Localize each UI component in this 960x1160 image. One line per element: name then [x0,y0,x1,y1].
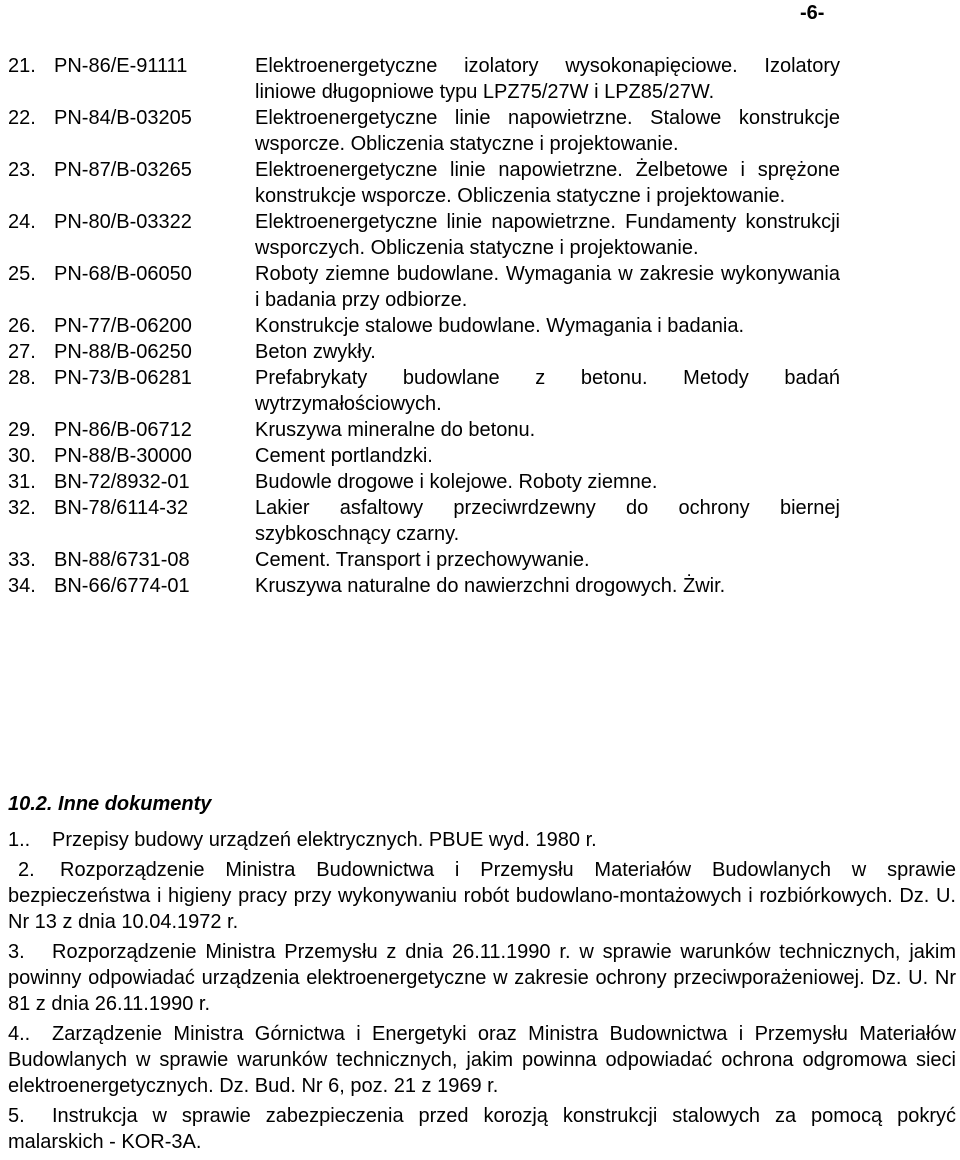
norm-code: PN-73/B-06281 [54,367,192,389]
norms-list [8,53,840,599]
norm-item [8,339,840,365]
norm-item [8,469,840,495]
norm-code: BN-72/8932-01 [54,471,190,493]
norm-item [8,417,840,443]
norm-number: 26. [8,315,36,337]
norm-item [8,495,840,547]
norm-description: Prefabrykaty budowlane z betonu. Metody badań wytrzymałościowych. [255,367,840,415]
document-item [8,827,956,853]
norm-description: Konstrukcje stalowe budowlane. Wymagania i badania. [255,315,744,337]
norm-number: 32. [8,497,36,519]
page-number: -6- [800,2,825,24]
norm-description: Roboty ziemne budowlane. Wymagania w zakresie wykonywania i badania przy odbiorze. [255,263,840,311]
documents-list [8,827,956,1159]
norm-number: 23. [8,159,36,181]
document-number: 3. [8,941,25,963]
norm-description: Elektroenergetyczne linie napowietrzne. Stalowe konstrukcje wsporcze. Obliczenia statyczne i projektowanie. [255,107,840,155]
norm-item [8,157,840,209]
norm-description: Elektroenergetyczne izolatory wysokonapięciowe. Izolatory liniowe długopniowe typu LPZ75/27W i LPZ85/27W. [255,55,840,103]
document-number: 4.. [8,1023,31,1045]
norm-description: Lakier asfaltowy przeciwrdzewny do ochrony biernej szybkoschnący czarny. [255,497,840,545]
norm-code: PN-84/B-03205 [54,107,192,129]
document-item [8,1021,956,1099]
norm-description: Beton zwykły. [255,341,376,363]
section-title: 10.2. Inne dokumenty [8,793,212,815]
norm-number: 29. [8,419,36,441]
norm-description: Cement. Transport i przechowywanie. [255,549,590,571]
norm-code: PN-68/B-06050 [54,263,192,285]
norm-code: PN-80/B-03322 [54,211,192,233]
norm-code: PN-86/E-91111 [54,55,188,77]
document-text: Przepisy budowy urządzeń elektrycznych. PBUE wyd. 1980 r. [52,829,597,851]
norm-number: 27. [8,341,36,363]
document-item [8,1103,956,1155]
norm-description: Cement portlandzki. [255,445,433,467]
norm-item [8,365,840,417]
norm-description: Elektroenergetyczne linie napowietrzne. Żelbetowe i sprężone konstrukcje wsporcze. Obliczenia statyczne i projektowanie. [255,159,840,207]
norm-code: PN-88/B-06250 [54,341,192,363]
norm-number: 22. [8,107,36,129]
norm-number: 24. [8,211,36,233]
norm-code: BN-78/6114-32 [54,497,189,519]
norm-code: PN-86/B-06712 [54,419,192,441]
norm-description: Budowle drogowe i kolejowe. Roboty ziemne. [255,471,658,493]
document-number: 1.. [8,829,31,851]
norm-item [8,105,840,157]
norm-item [8,547,840,573]
document-number: 5. [8,1105,25,1127]
norm-code: PN-88/B-30000 [54,445,192,467]
norm-description: Kruszywa naturalne do nawierzchni drogowych. Żwir. [255,575,726,597]
norm-number: 31. [8,471,36,493]
norm-item [8,261,840,313]
document-text: Zarządzenie Ministra Górnictwa i Energetyki oraz Ministra Budownictwa i Przemysłu Materiałów Budowlanych w sprawie warunków technicznych, jakim powinna odpowiadać ochrona odgromowa sieci elektroenergetycznych. Dz. Bud. Nr 6, poz. 21 z 1969 r. [8,1023,956,1097]
document-text: Rozporządzenie Ministra Przemysłu z dnia 26.11.1990 r. w sprawie warunków technicznych, jakim powinny odpowiadać urządzenia elektroenergetyczne w zakresie ochrony przeciwporażeniowej. Dz. U. Nr 81 z dnia 26.11.1990 r. [8,941,956,1015]
norm-number: 25. [8,263,36,285]
norm-item [8,443,840,469]
norm-code: BN-88/6731-08 [54,549,190,571]
norm-code: PN-87/B-03265 [54,159,192,181]
document-item [8,939,956,1017]
norm-item [8,53,840,105]
norm-description: Kruszywa mineralne do betonu. [255,419,536,441]
document-text: Instrukcja w sprawie zabezpieczenia przed korozją konstrukcji stalowych za pomocą pokryć malarskich - KOR-3A. [8,1105,956,1153]
norm-description: Elektroenergetyczne linie napowietrzne. Fundamenty konstrukcji wsporczych. Obliczenia statyczne i projektowanie. [255,211,840,259]
norm-code: PN-77/B-06200 [54,315,192,337]
document-item [8,857,956,935]
document-number: 2. [18,859,35,881]
norm-number: 21. [8,55,36,77]
document-text: Rozporządzenie Ministra Budownictwa i Przemysłu Materiałów Budowlanych w sprawie bezpieczeństwa i higieny pracy przy wykonywaniu robót budowlano-montażowych i rozbiórkowych. Dz. U. Nr 13 z dnia 10.04.1972 r. [8,859,956,933]
norm-number: 30. [8,445,36,467]
norm-item [8,313,840,339]
norm-code: BN-66/6774-01 [54,575,190,597]
norm-number: 34. [8,575,36,597]
norm-item [8,573,840,599]
norm-number: 28. [8,367,36,389]
norm-item [8,209,840,261]
norm-number: 33. [8,549,36,571]
